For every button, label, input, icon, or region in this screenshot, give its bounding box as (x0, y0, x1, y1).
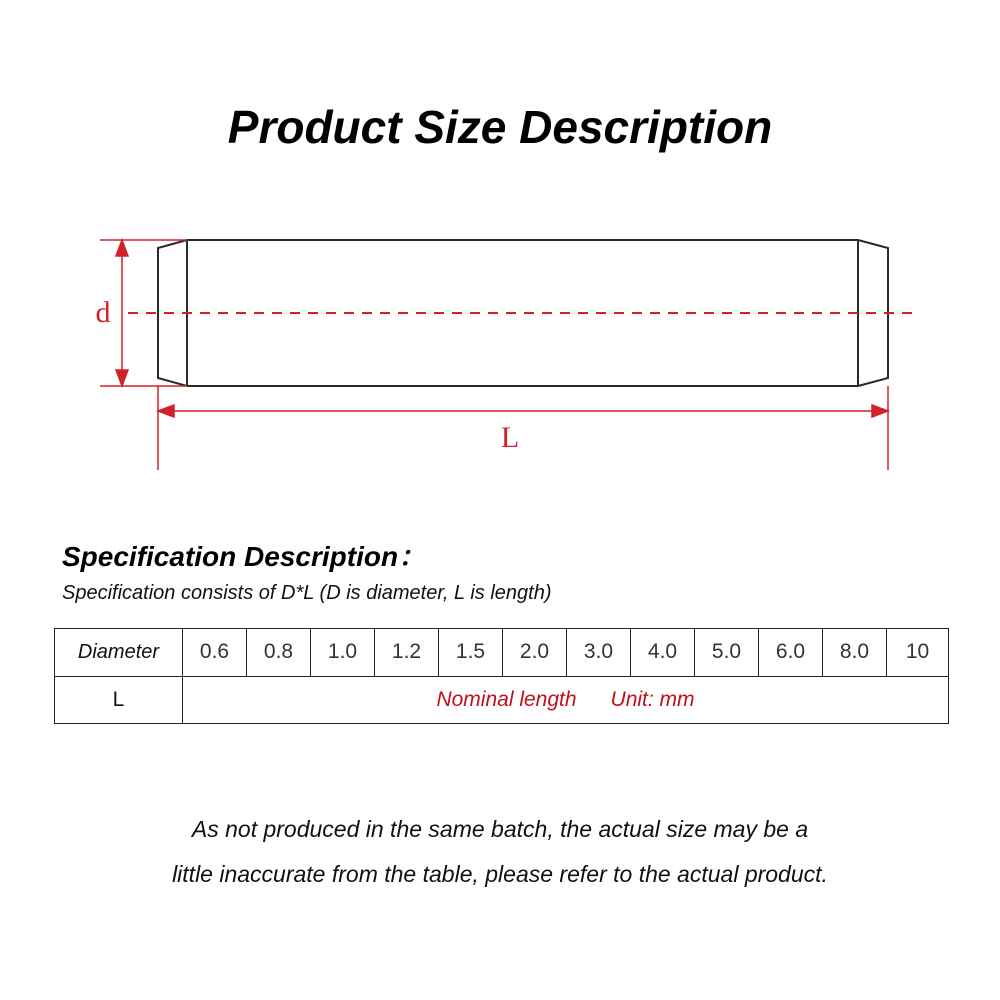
spec-table (54, 628, 949, 724)
diameter-value: 6.0 (759, 629, 823, 677)
d-label: d (95, 296, 111, 329)
l-label: L (500, 421, 520, 454)
diameter-value: 1.5 (439, 629, 503, 677)
diameter-value: 5.0 (695, 629, 759, 677)
diameter-value: 8.0 (823, 629, 887, 677)
disclaimer-line-1: As not produced in the same batch, the actual size may be a (191, 816, 809, 842)
diameter-value: 2.0 (503, 629, 567, 677)
length-note (183, 676, 949, 724)
page-title: Product Size Description (227, 101, 773, 153)
diameter-value: 4.0 (631, 629, 695, 677)
length-header: L (55, 676, 183, 724)
diameter-row (55, 629, 949, 677)
diameter-value: 0.8 (247, 629, 311, 677)
l-dimension (158, 386, 888, 470)
diameter-value: 3.0 (567, 629, 631, 677)
diameter-value: 1.2 (375, 629, 439, 677)
diameter-header: Diameter (55, 629, 183, 677)
length-row (55, 676, 949, 724)
spec-subtitle: Specification consists of D*L (D is diameter, L is length) (62, 582, 552, 604)
nominal-length-text: Nominal length (436, 687, 577, 711)
spec-heading: Specification Description： (62, 541, 427, 572)
unit-text: Unit: mm (610, 687, 695, 711)
disclaimer-line-2: little inaccurate from the table, please refer to the actual product. (172, 861, 828, 887)
diameter-value: 10 (887, 629, 949, 677)
diameter-value: 1.0 (311, 629, 375, 677)
diameter-value: 0.6 (183, 629, 247, 677)
